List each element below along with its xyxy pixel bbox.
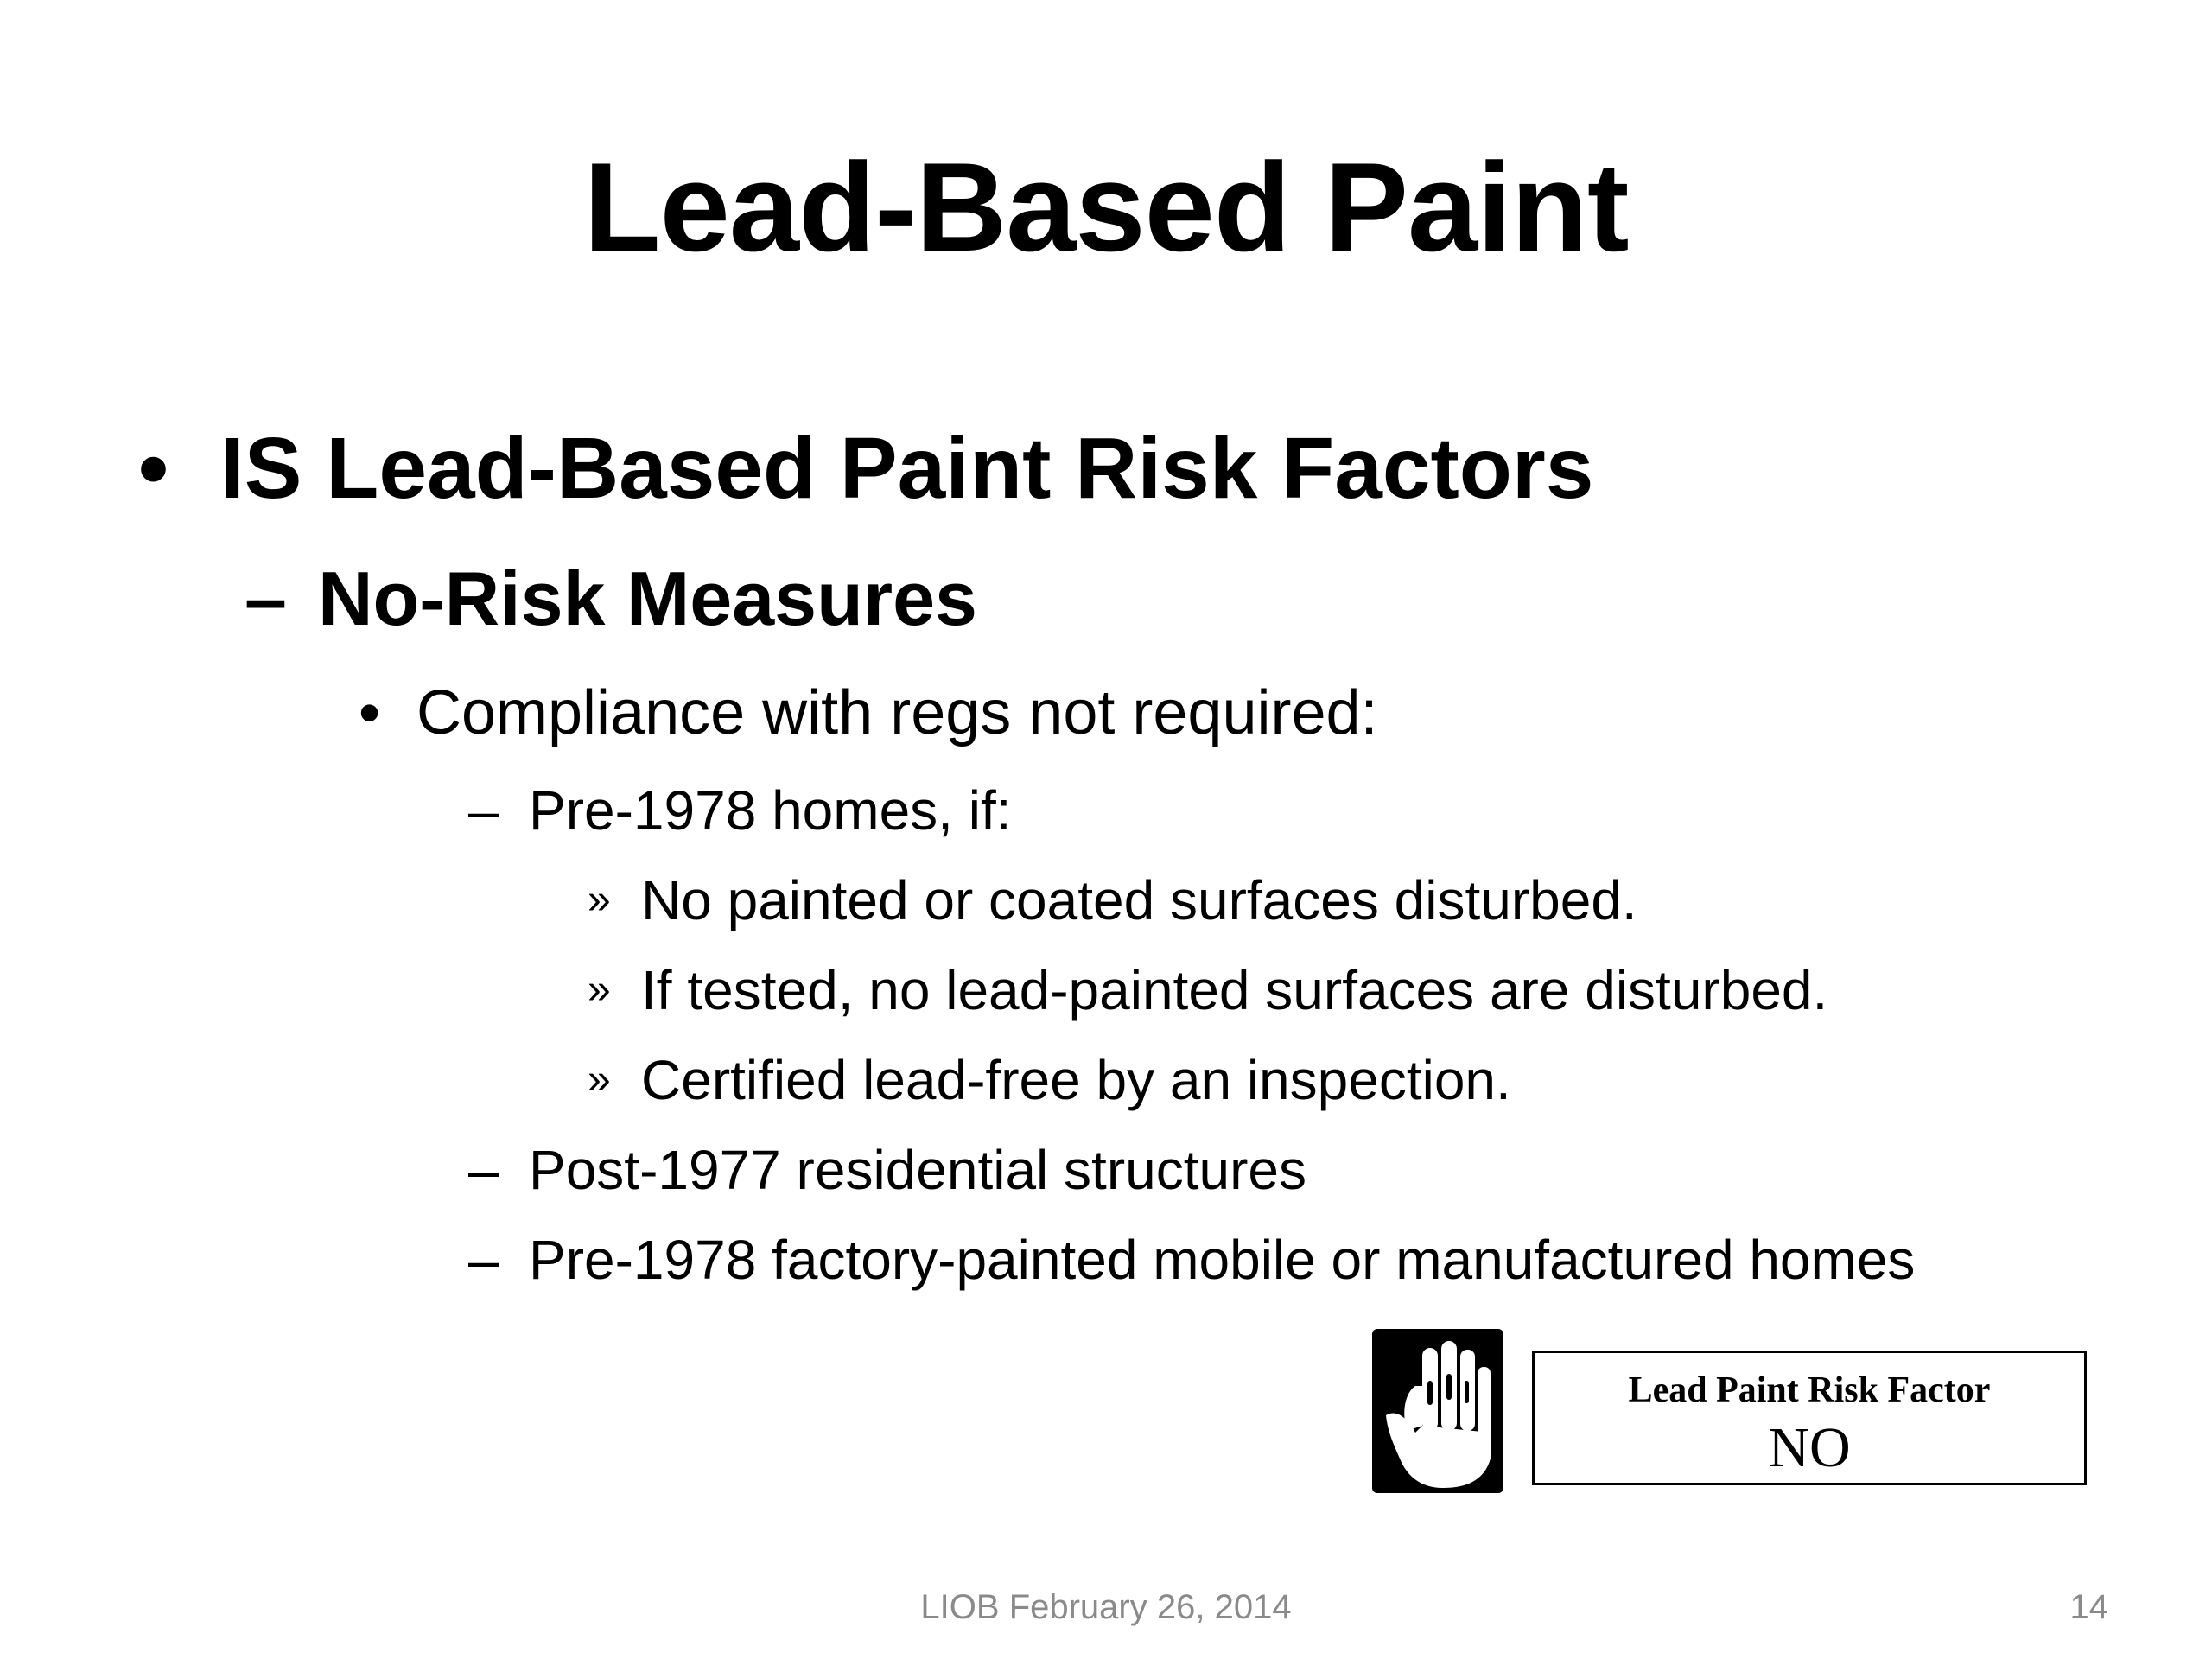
slide-title: Lead-Based Paint: [583, 137, 1629, 277]
dash-marker: –: [468, 1139, 499, 1201]
bullet-compliance: Compliance with regs not required:: [416, 678, 1378, 747]
chevron-marker: »: [588, 967, 611, 1013]
chevron-marker: »: [588, 1057, 611, 1103]
bullet-no-risk-measures: No-Risk Measures: [318, 556, 977, 641]
risk-factor-value: NO: [1768, 1416, 1851, 1479]
bullet-marker: •: [359, 678, 381, 747]
bullet-if-tested: If tested, no lead-painted surfaces are disturbed.: [641, 959, 1828, 1021]
footer-date: LIOB February 26, 2014: [920, 1588, 1292, 1626]
dash-marker: –: [468, 1229, 499, 1291]
bullet-marker: •: [138, 420, 169, 517]
risk-factor-label: Lead Paint Risk Factor: [1628, 1370, 1991, 1410]
chevron-marker: »: [588, 877, 611, 923]
bullet-pre-1978-factory: Pre-1978 factory-painted mobile or manufactured homes: [529, 1229, 1916, 1291]
risk-factor-box: [1532, 1351, 2087, 1485]
bullet-no-painted-surfaces: No painted or coated surfaces disturbed.: [641, 869, 1637, 931]
stop-hand-icon: [1372, 1329, 1503, 1493]
dash-marker: –: [468, 779, 499, 842]
dash-marker: –: [245, 556, 287, 641]
page-number: 14: [2069, 1588, 2108, 1626]
bullet-risk-factors: IS Lead-Based Paint Risk Factors: [220, 420, 1594, 517]
bullet-pre-1978-homes: Pre-1978 homes, if:: [529, 779, 1012, 842]
bullet-certified-lead-free: Certified lead-free by an inspection.: [641, 1049, 1511, 1111]
bullet-post-1977: Post-1977 residential structures: [529, 1139, 1306, 1201]
